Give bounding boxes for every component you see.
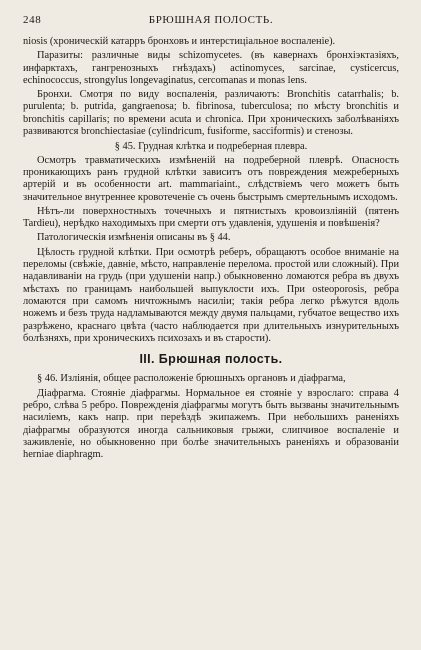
page-header	[23, 14, 399, 30]
section-heading-45: § 45. Грудная клѣтка и подреберная плевра.	[114, 141, 308, 153]
paragraph-diaphragm: Діафрагма. Стояніе діафрагмы. Нормальное ея стояніе у взрослаго: справа 4 ребро, слѣва 5 ребро. Поврежденія діафрагмы могутъ быть вызваны значительнымъ насиліемъ, какъ напр. при переѣздѣ экипажемъ. При небольшихъ раненіяхъ діафрагмы образуются иногда сальниковыя грыжи, слипчивое воспаленіе и заживленіе, но обыкновенно при болѣе значительныхъ раненіяхъ и образованіи herniae diaphragm.	[23, 387, 399, 461]
page-number: 248	[23, 14, 42, 26]
paragraph-parasites: Паразиты: различные виды schizomycetes. (въ кавернахъ бронхіэктазіяхъ, инфарктахъ, гангренозныхъ гнѣздахъ) actinomyces, sarcinae, cysticercus, echinococcus, strongylus longevaginatus, cercomanas и monas lens.	[23, 50, 399, 86]
paragraph-continuation: niosis (хроническій катарръ бронховъ и интерстиціальное воспаленіе).	[23, 36, 336, 47]
subsection-title-abdominal-cavity: III. Брюшная полость.	[139, 352, 283, 367]
paragraph-bronchi: Бронхи. Смотря по виду воспаленія, различаютъ: Bronchitis catarrhalis; b. purulenta; b. putrida, gangraenosa; b. fibrinosa, tuberculosa; по мѣсту bronchitis и bronchitis capillaris; по времени acuta и chronica. При хроническихъ заболѣваніяхъ развиваются bronchiectasiae (cylindricum, fusiforme, sacciformis) и стенозы.	[23, 89, 399, 138]
paragraph-pathology-ref: Патологическія измѣненія описаны въ § 44.	[37, 232, 231, 244]
section-heading-46: § 46. Излiянiя, общее расположеніе брюшныхъ органовъ и діафрагма,	[37, 373, 346, 385]
paragraph-chest-integrity: Цѣлость грудной клѣтки. При осмотрѣ реберъ, обращаютъ особое вниманіе на переломы (свѣжіе, давніе, мѣсто, направленіе перелома. простой или сложный). При надавливаніи на грудь (при удушеніи напр.) обыкновенно ломаются ребра въ двухъ мѣстахъ по границамъ наибольшей выпуклости ихъ. При osteoporosis, ребра ломаются при самомъ ничтожнымъ насиліи; такія ребра легко рѣжутся вдоль ножемъ и безъ труда надламываются между двумя пальцами, губчатое вещество ихъ разрѣжено, краснаго цвѣта (часто наблюдается при длительныхъ изнурительныхъ болѣзняхъ, при хроническихъ психозахъ и въ старости).	[23, 246, 400, 344]
running-title: БРЮШНАЯ ПОЛОСТЬ.	[148, 14, 274, 26]
page-body	[23, 36, 399, 462]
paragraph-trauma: Осмотръ травматическихъ измѣненій на подреберной плеврѣ. Опасность проникающихъ ранъ грудной клѣтки зависитъ отъ повреждения межреберныхъ артерій и въ особенности art. mammariaint., слѣдствіемъ чего можетъ быть значительное внутреннее кровотеченіе съ очень быстрымъ смертельнымъ исходомъ.	[23, 154, 399, 203]
paragraph-hemorrhages: Нѣтъ-ли поверхностныхъ точечныхъ и пятнистыхъ кровоизліяній (пятенъ Tardieu), нерѣдко находимыхъ при смерти отъ удавленія, удушенія и повѣшенія?	[23, 205, 399, 230]
